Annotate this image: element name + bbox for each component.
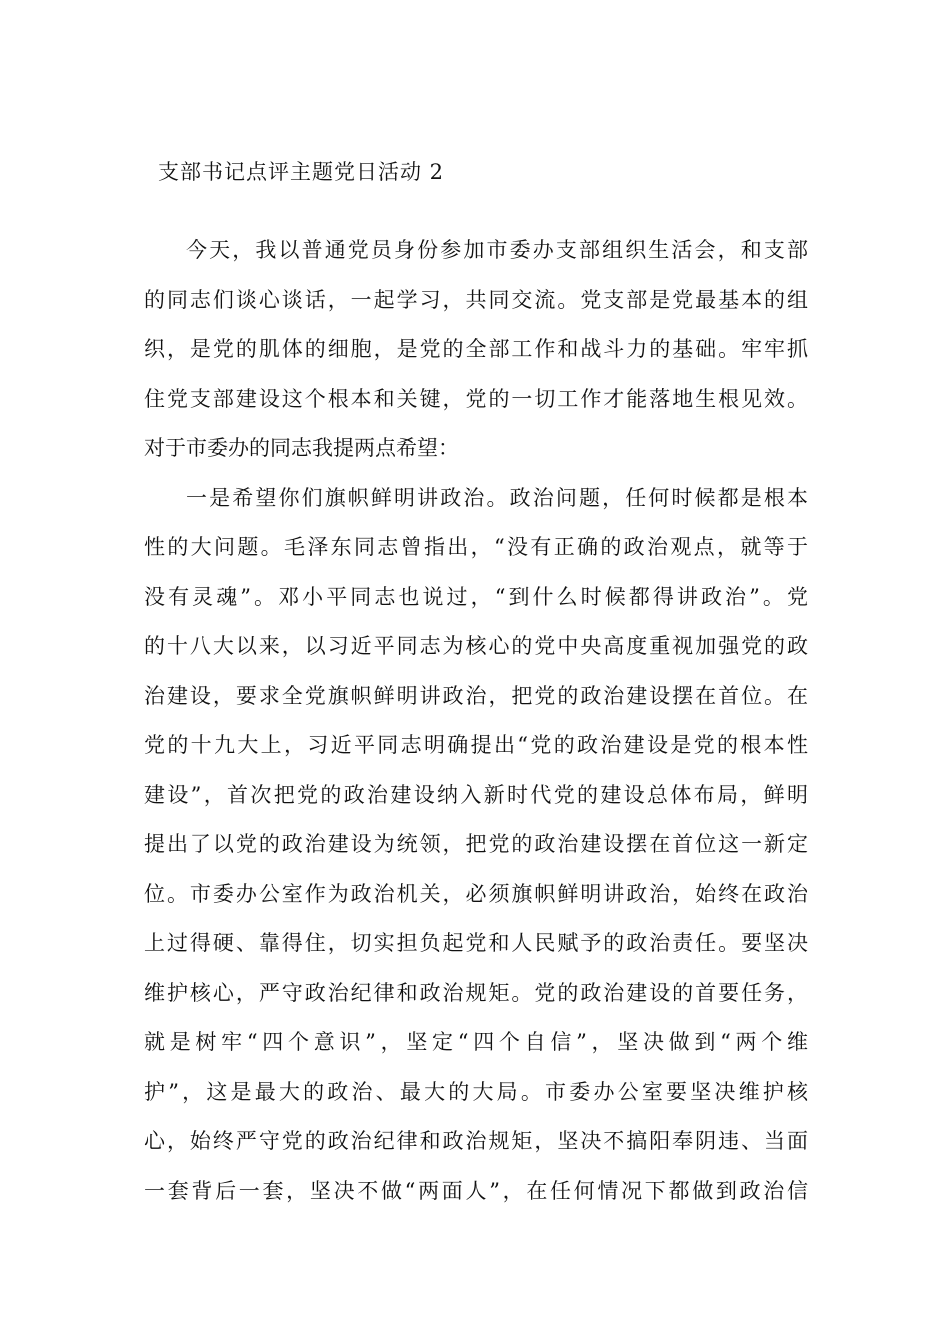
paragraph-2-line-15: 一套背后一套，坚决不做“两面人”，在任何情况下都做到政治信 [144,1178,808,1203]
document-title: 支部书记点评主题党日活动 2 [158,160,445,184]
paragraph-2-line-5: 治建设，要求全党旗帜鲜明讲政治，把党的政治建设摆在首位。在 [144,683,808,708]
paragraph-1-line-5: 对于市委办的同志我提两点希望： [144,436,459,460]
paragraph-2-line-11: 维护核心，严守政治纪律和政治规矩。党的政治建设的首要任务， [144,980,808,1005]
paragraph-2-line-4: 的十八大以来，以习近平同志为核心的党中央高度重视加强党的政 [144,634,808,658]
paragraph-2-line-9: 位。市委办公室作为政治机关，必须旗帜鲜明讲政治，始终在政治 [144,881,808,906]
paragraph-2-line-7: 建设”，首次把党的政治建设纳入新时代党的建设总体布局，鲜明 [144,782,808,807]
paragraph-2-line-2: 性的大问题。毛泽东同志曾指出，“没有正确的政治观点，就等于 [144,535,808,559]
paragraph-1-line-2: 的同志们谈心谈话，一起学习，共同交流。党支部是党最基本的组 [144,287,808,312]
paragraph-2-line-13: 护”，这是最大的政治、最大的大局。市委办公室要坚决维护核 [144,1079,808,1104]
paragraph-1-line-4: 住党支部建设这个根本和关键，党的一切工作才能落地生根见效。 [144,386,808,411]
paragraph-2-line-1: 一是希望你们旗帜鲜明讲政治。政治问题，任何时候都是根本 [186,485,808,510]
paragraph-2-line-3: 没有灵魂”。邓小平同志也说过，“到什么时候都得讲政治”。党 [144,584,808,609]
paragraph-1-line-3: 织，是党的肌体的细胞，是党的全部工作和战斗力的基础。牢牢抓 [144,337,808,361]
paragraph-2-line-12: 就是树牢“四个意识”，坚定“四个自信”，坚决做到“两个维 [144,1030,808,1054]
document-body [144,226,808,1216]
paragraph-2-line-8: 提出了以党的政治建设为统领，把党的政治建设摆在首位这一新定 [144,832,808,856]
paragraph-2-line-10: 上过得硬、靠得住，切实担负起党和人民赋予的政治责任。要坚决 [144,931,808,955]
paragraph-2-line-6: 党的十九大上，习近平同志明确提出“党的政治建设是党的根本性 [144,733,808,757]
paragraph-1-line-1: 今天，我以普通党员身份参加市委办支部组织生活会，和支部 [186,238,808,262]
paragraph-2-line-14: 心，始终严守党的政治纪律和政治规矩，坚决不搞阳奉阴违、当面 [144,1129,808,1153]
